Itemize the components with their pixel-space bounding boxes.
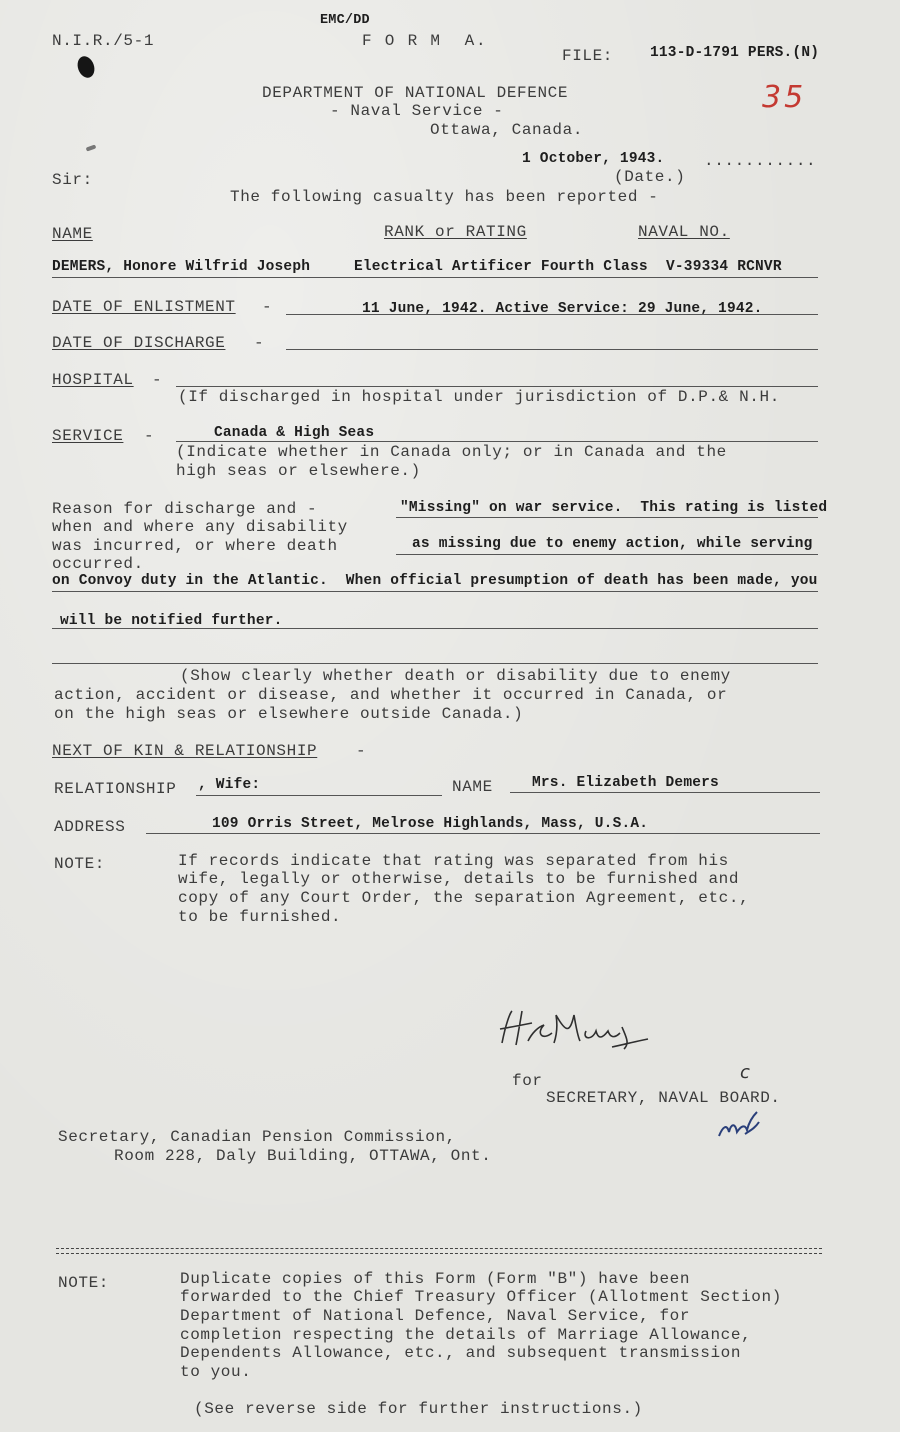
signatory-title: SECRETARY, NAVAL BOARD. [546, 1089, 781, 1107]
reason-label-line2: when and where any disability [52, 518, 348, 536]
form-title: F O R M A. [362, 32, 488, 50]
page-number-stamp: 35 [762, 80, 807, 115]
location: Ottawa, Canada. [430, 121, 584, 139]
hospital-label: HOSPITAL [52, 371, 134, 389]
reason-note-line2: action, accident or disease, and whether it occurred in Canada, or [54, 686, 728, 704]
note2-line1: Duplicate copies of this Form (Form "B") have been [180, 1270, 691, 1288]
casualty-row-line [52, 277, 818, 278]
hospital-dash: - [152, 371, 163, 389]
reason-rule2 [396, 554, 818, 555]
enlistment-label: DATE OF ENLISTMENT [52, 298, 236, 316]
for-label: for [512, 1072, 543, 1090]
note1-line4: to be furnished. [178, 908, 342, 926]
service-label: SERVICE [52, 427, 124, 445]
reason-label-line3: was incurred, or where death [52, 537, 338, 555]
reason-rule5 [52, 663, 818, 664]
separator-line-top [56, 1248, 822, 1249]
initials-code: EMC/DD [320, 13, 370, 28]
kin-name-value: Mrs. Elizabeth Demers [532, 775, 719, 791]
address-value: 109 Orris Street, Melrose Highlands, Mass, U.S.A. [212, 816, 649, 832]
relationship-value: , Wife: [198, 777, 261, 793]
date-dots: ........... [704, 152, 817, 170]
next-of-kin-heading: NEXT OF KIN & RELATIONSHIP [52, 742, 318, 760]
service-value: Canada & High Seas [214, 425, 375, 441]
file-number: 113-D-1791 PERS.(N) [650, 45, 820, 61]
service-note-line1: (Indicate whether in Canada only; or in Canada and the [176, 443, 727, 461]
note1-label: NOTE: [54, 855, 106, 873]
handwritten-c-mark: c [740, 1062, 750, 1083]
enlistment-dash: - [262, 298, 273, 316]
reason-note-line3: on the high seas or elsewhere outside Canada.) [54, 705, 524, 723]
reason-note-line1: (Show clearly whether death or disability due to enemy [180, 667, 731, 685]
handwritten-initials [715, 1108, 763, 1142]
enlistment-value: 11 June, 1942. Active Service: 29 June, 1942. [362, 301, 763, 317]
casualty-naval-number: V-39334 RCNVR [666, 259, 782, 275]
recipient-line2: Room 228, Daly Building, OTTAWA, Ont. [114, 1147, 492, 1165]
note2-line4: completion respecting the details of Marriage Allowance, [180, 1326, 752, 1344]
reason-rule3 [52, 591, 818, 592]
service-line [176, 441, 818, 442]
reason-rule1 [396, 517, 818, 518]
reason-line3: on Convoy duty in the Atlantic. When official presumption of death has been made, you [52, 573, 818, 589]
hospital-note: (If discharged in hospital under jurisdiction of D.P.& N.H. [178, 388, 780, 406]
punch-hole [75, 54, 98, 80]
hospital-line [176, 386, 818, 387]
service-note-line2: high seas or elsewhere.) [176, 462, 421, 480]
service-branch: - Naval Service - [330, 102, 504, 120]
name-column-header: NAME [52, 225, 93, 243]
file-label: FILE: [562, 47, 614, 65]
recipient-line1: Secretary, Canadian Pension Commission, [58, 1128, 456, 1146]
relationship-label: RELATIONSHIP [54, 780, 177, 798]
note2-line5: Dependents Allowance, etc., and subsequent transmission [180, 1344, 742, 1362]
note2-line3: Department of National Defence, Naval Service, for [180, 1307, 691, 1325]
relationship-line [196, 795, 442, 796]
rank-column-header: RANK or RATING [384, 223, 527, 241]
note2-line2: forwarded to the Chief Treasury Officer (Allotment Section) [180, 1288, 782, 1306]
reason-line4: will be notified further. [60, 613, 283, 629]
discharge-label: DATE OF DISCHARGE [52, 334, 226, 352]
address-line [146, 833, 820, 834]
service-dash: - [144, 427, 155, 445]
date-value: 1 October, 1943. [522, 151, 665, 167]
casualty-name: DEMERS, Honore Wilfrid Joseph [52, 259, 311, 275]
separator-line-bottom [56, 1253, 822, 1254]
note1-line3: copy of any Court Order, the separation Agreement, etc., [178, 889, 750, 907]
discharge-line [286, 349, 818, 350]
signature [492, 1003, 652, 1051]
reason-line1: "Missing" on war service. This rating is listed [400, 500, 828, 516]
note2-line6: to you. [180, 1363, 252, 1381]
discharge-dash: - [254, 334, 265, 352]
department-name: DEPARTMENT OF NATIONAL DEFENCE [262, 84, 569, 102]
casualty-rank: Electrical Artificer Fourth Class [354, 259, 648, 275]
reason-label-line1: Reason for discharge and - [52, 500, 318, 518]
date-label: (Date.) [614, 168, 686, 186]
footer-instructions: (See reverse side for further instructions.) [194, 1400, 643, 1418]
staple-mark [86, 144, 97, 151]
enlistment-line [286, 314, 818, 315]
form-number: N.I.R./5-1 [52, 32, 155, 50]
reason-rule4 [52, 628, 818, 629]
note1-line2: wife, legally or otherwise, details to be furnished and [178, 870, 740, 888]
reason-line2: as missing due to enemy action, while serving [412, 536, 813, 552]
salutation: Sir: [52, 171, 93, 189]
next-of-kin-dash: - [356, 742, 367, 760]
note2-label: NOTE: [58, 1274, 110, 1292]
intro-text: The following casualty has been reported - [230, 188, 659, 206]
naval-no-column-header: NAVAL NO. [638, 223, 730, 241]
reason-label-line4: occurred. [52, 555, 144, 573]
kin-name-label: NAME [452, 778, 493, 796]
kin-name-line [510, 792, 820, 793]
address-label: ADDRESS [54, 818, 126, 836]
note1-line1: If records indicate that rating was separated from his [178, 852, 729, 870]
